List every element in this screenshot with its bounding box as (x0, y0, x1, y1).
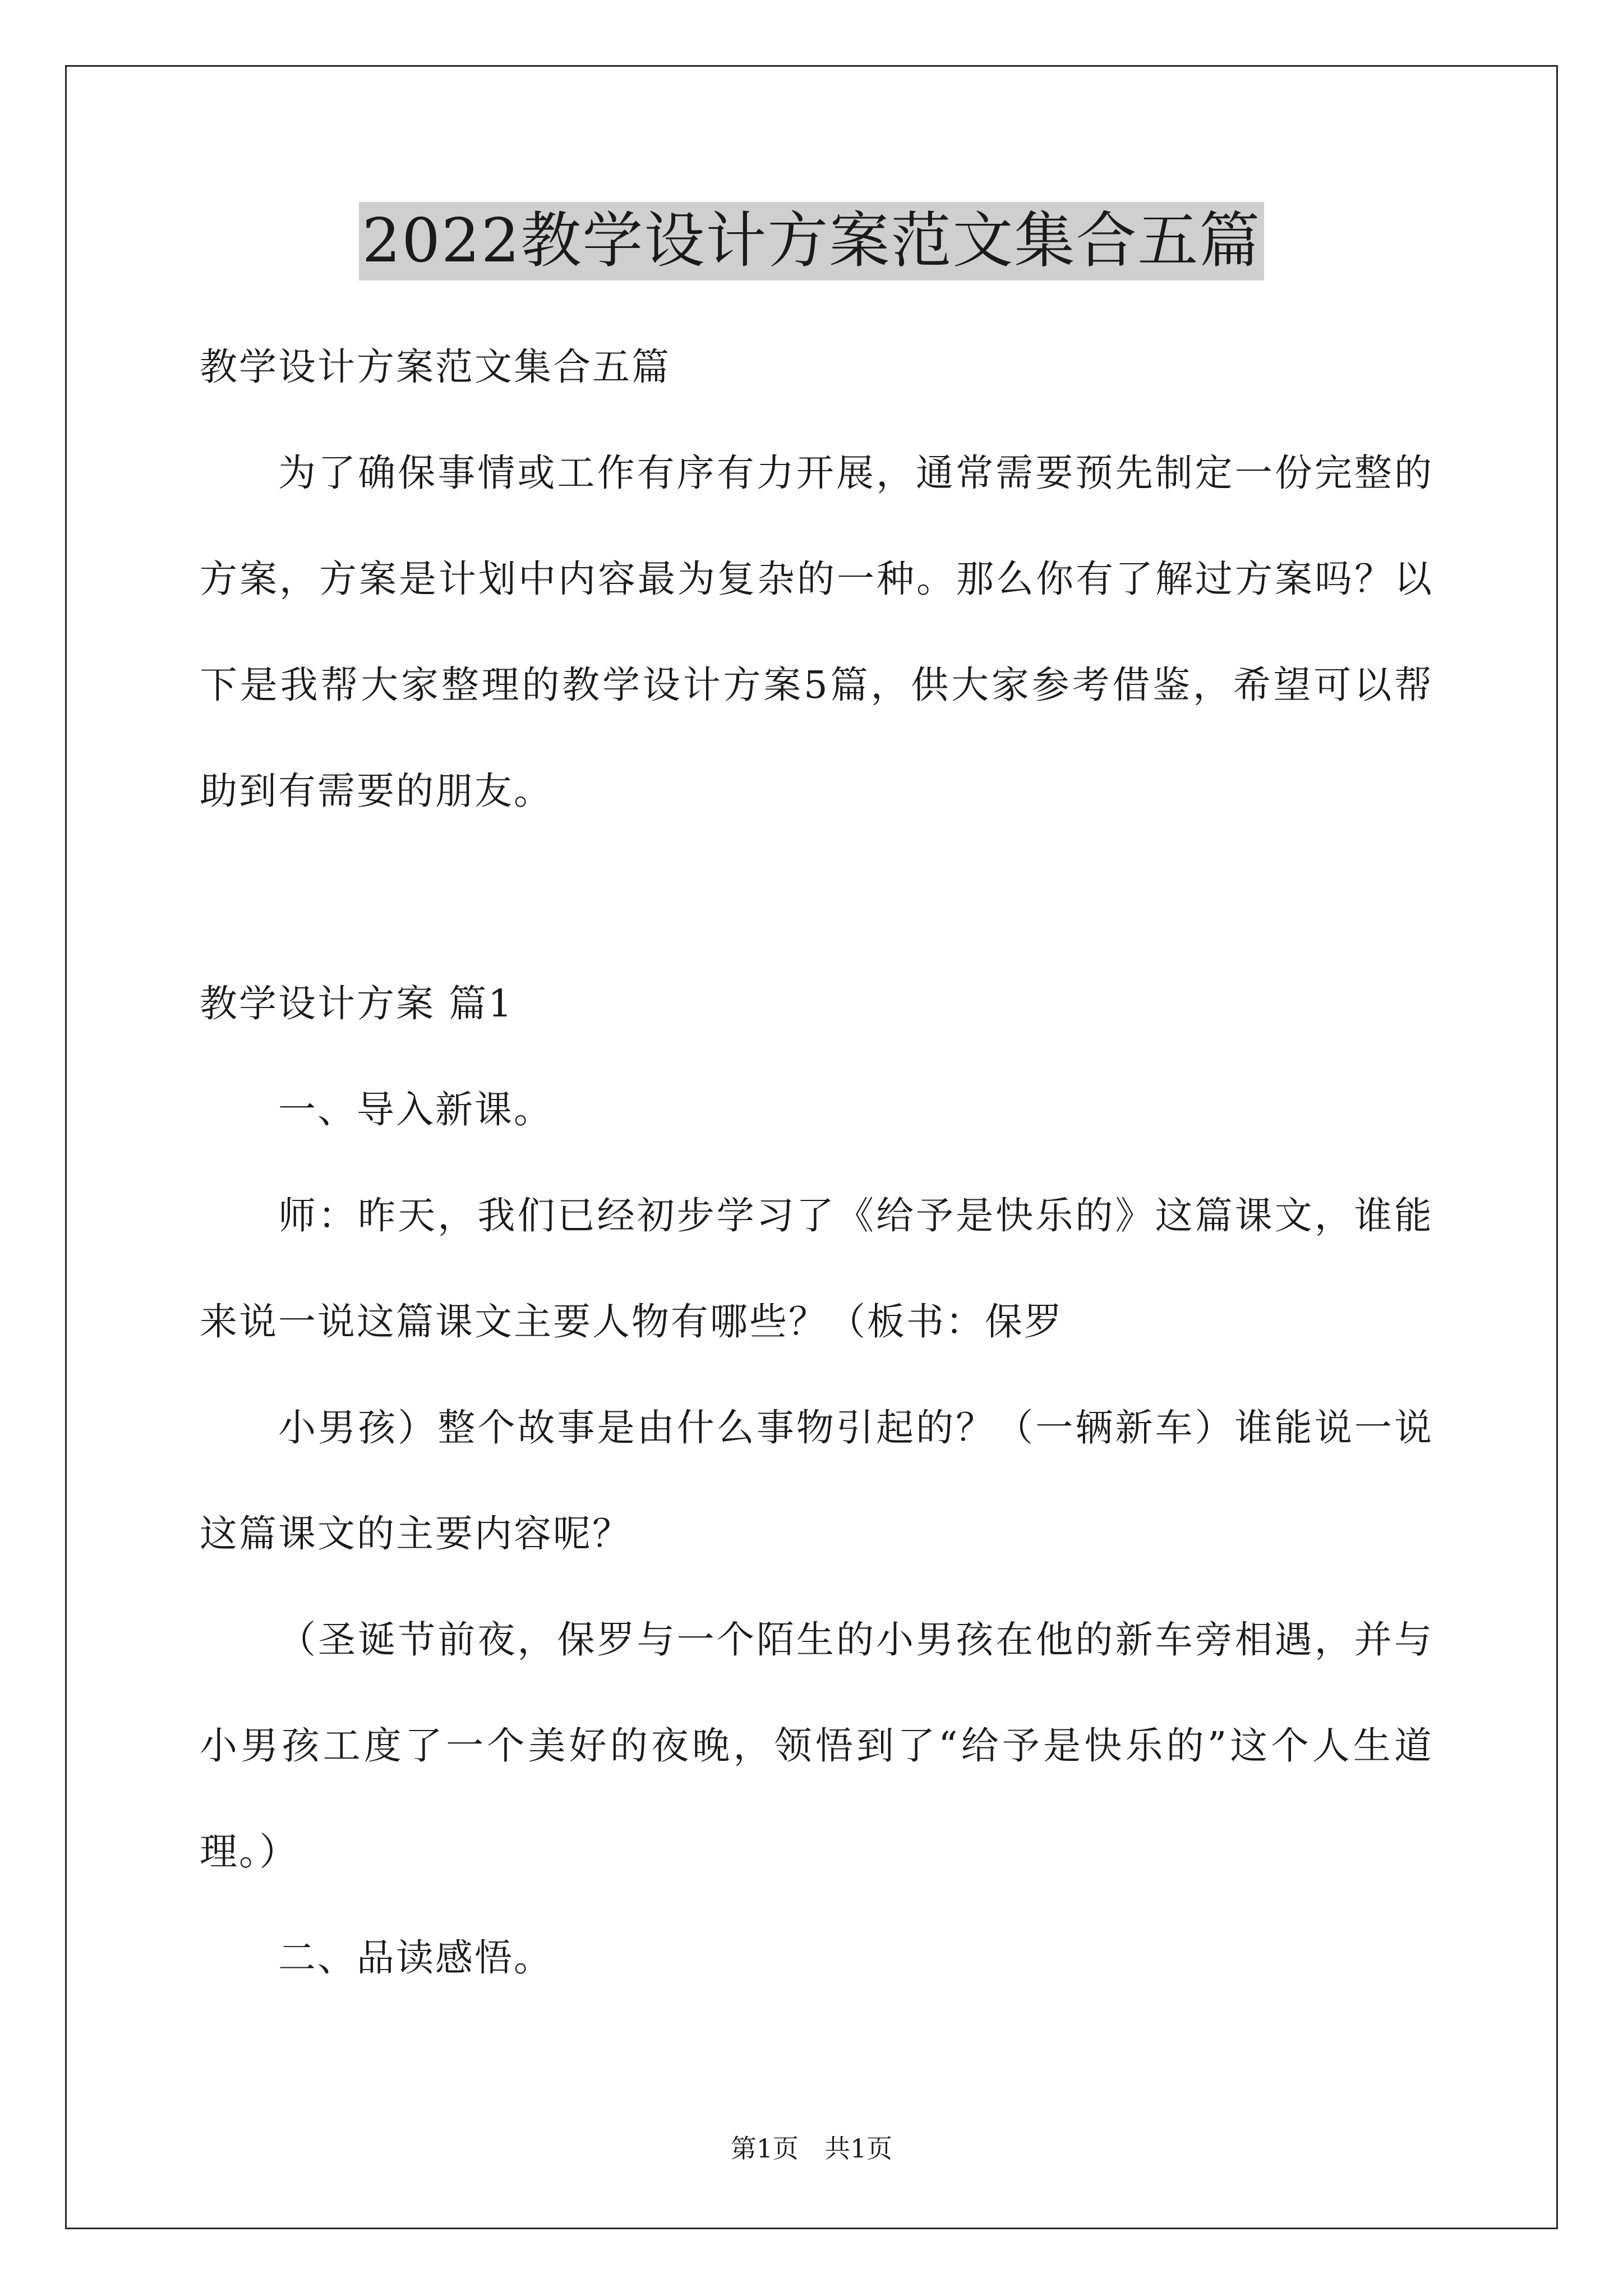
document-body (200, 314, 1433, 2011)
intro-paragraph: 为了确保事情或工作有序有力开展，通常需要预先制定一份完整的方案，方案是计划中内容最为复杂的一种。那么你有了解过方案吗？以下是我帮大家整理的教学设计方案5篇，供大家参考借鉴，希望可以帮助到有需要的朋友。 (200, 451, 1433, 813)
body-paragraph: 小男孩）整个故事是由什么事物引起的？（一辆新车）谁能说一说这篇课文的主要内容呢？ (200, 1406, 1433, 1556)
document-title: 2022教学设计方案范文集合五篇 (359, 202, 1265, 280)
section-heading: 教学设计方案 篇1 (200, 982, 514, 1025)
page-number: 第1页 共1页 (730, 2133, 893, 2164)
page-footer (0, 2132, 1623, 2165)
step-two-heading: 二、品读感悟。 (278, 1936, 553, 1980)
document-subtitle: 教学设计方案范文集合五篇 (200, 345, 671, 389)
title-container (0, 202, 1623, 280)
body-paragraph: 师：昨天，我们已经初步学习了《给予是快乐的》这篇课文，谁能来说一说这篇课文主要人物有哪些？（板书：保罗 (200, 1194, 1433, 1343)
body-paragraph: （圣诞节前夜，保罗与一个陌生的小男孩在他的新车旁相遇，并与小男孩工度了一个美好的夜晚，领悟到了“给予是快乐的”这个人生道理。） (200, 1618, 1433, 1874)
step-one-heading: 一、导入新课。 (278, 1088, 553, 1131)
